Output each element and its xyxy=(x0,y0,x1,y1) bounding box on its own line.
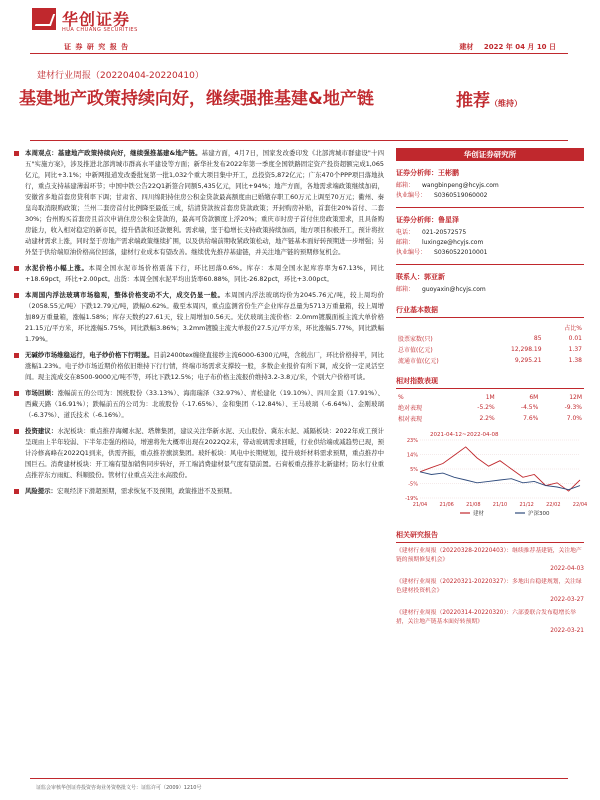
analyst-name: 证券分析师：王彬鹏 xyxy=(396,169,459,177)
cert-label: 执业编号： xyxy=(396,192,427,199)
brand-name-en: HUA CHUANG SECURITIES xyxy=(62,27,138,33)
analyst-cert: S0360522010001 xyxy=(434,249,488,256)
analyst-email-row xyxy=(396,238,584,248)
chart-y-tick-label: -5% xyxy=(408,481,418,488)
paragraph-glass xyxy=(14,290,384,345)
paragraph-text: 基建方面，4月7日，国家发改委印发《北部湾城市群建设"十四五"实施方案》，涉及推进北部湾城市群高水平建设等方面；新华社发布2022年第一季度全国铁路固定资产投资超额完成1,065亿元，同比+3.1%；中新网报道发改委批复第一批1,032个重大项目集中开工，总投资5,872亿元；广东470个PPP项目落地执行，重点支持基建薄弱环节；中国中铁公告22Q1新签合同额5,435亿元，同比+94%；地产方面，各地需求端政策继续加码，安徽省多地首套房贷利率下调；甘肃省、四川绵阳持住房公积金贷款最高额度由已婚缴存职工60万元上调至70万元；衢州、秦皇岛取消限购政策；兰州二套房首付比例降至最低三成，结清贷款按首套房贷款政策；开封购房补贴，首套住20%首付、二套30%；台州购买首套房且首次申请住房公积金贷款的，最高可贷款额度上浮20%；重庆市时房子首付住房政策需求，且具备购房能力，收入相对稳定的新市民，提升借款和还款便利。需求端，坚于稳增长支持政策持续加码，地方项目积极开工，预计将拉动建材需求上涨，同时坚于房地产需求端政策继续扩围，以及供给端前期收紧政策松动，地产链基本面好转预期进一步增强；另外坚于供给端原油价格高位回落，建材行业成本有望改善。继续优先推荐基建链，并关注地产链的预期修复机会。 xyxy=(25,149,384,256)
paragraph-text: 涨幅前五的公司为：国统股份（33.13%）、海南瑞泽（32.97%）、青松建化（19.10%）、四川金顶（17.91%）、西藏天路（16.91%）；跌幅前五的公司为：北玻股份（-17.65%）、金和集团（-12.84%）、王马玻璃（-6.64%）、金刚玻璃（-6.37%）、道氏技术（-6.16%）。 xyxy=(25,389,385,419)
table-cell: -5.2% xyxy=(477,404,495,411)
paragraph-lead: 市场回顾： xyxy=(25,389,58,397)
chart-legend-label: 沪深300 xyxy=(528,511,550,517)
chart-legend-label: 建材 xyxy=(473,511,485,517)
table-cell: 1M xyxy=(485,394,495,401)
chart-series-line-hs300 xyxy=(420,472,580,490)
basics-divider xyxy=(396,317,584,318)
related-report-date: 2022-03-27 xyxy=(550,597,584,603)
paragraph-lead: 无碱纱市场维稳运行，电子纱价格下行明显。 xyxy=(25,351,154,359)
table-cell: 绝对表现 xyxy=(398,405,423,412)
contact-email-row xyxy=(396,285,584,295)
analyst-email[interactable]: wangbinpeng@hcyjs.com xyxy=(422,182,499,189)
chart-y-tick-label: 23% xyxy=(406,438,418,444)
email-label: 邮箱： xyxy=(396,239,415,246)
chart-x-tick-label: 21/04 xyxy=(412,502,428,508)
footer-license: 证监会审核华创证券投资咨询业务资格批文号：证监许可（2009）1210号 xyxy=(36,785,202,791)
table-header-row xyxy=(396,393,584,402)
chart-x-tick-label: 21/10 xyxy=(492,502,508,508)
table-cell: 2.2% xyxy=(479,415,495,422)
table-cell: 总市值(亿元) xyxy=(398,347,433,354)
analyst-tel: 021-20572575 xyxy=(422,229,467,236)
table-row xyxy=(396,355,584,366)
related-divider xyxy=(396,542,584,543)
analyst-name: 证券分析师：鲁星泽 xyxy=(396,216,459,224)
paragraph-text: 水泥板块：重点推荐海螺水泥、塔牌集团，建议关注华新水泥、天山股份、冀东水泥、减隔板块：2022年成工预计呈现由上半年较弱、下半年走强的格局，增速将先大概率出现在2022Q2末，带动玻璃需求回暖，行业供给端或减趋势已现，预计冷修高峰在2022Q1到来，供需齐振，重点推荐旗滨集团。玻纤板块：风电中长期规划，提升玻纤材料需求预期，重点推荐中国巨石。消费建材板块：开工端有望加销售同步转好，开工端消费建材景气度有望前置。石膏板重点推荐北新建材；防水行业重点推荐东方雨虹、科顺股份。管材行业重点关注永高股份。 xyxy=(25,427,385,479)
table-cell: % xyxy=(398,394,404,401)
basics-title: 行业基本数据 xyxy=(396,306,438,314)
table-cell: 0.01 xyxy=(568,335,582,342)
tel-label: 电话： xyxy=(396,229,415,236)
paragraph-risk xyxy=(14,486,384,497)
paragraph-market-review xyxy=(14,388,384,421)
header-divider xyxy=(30,53,568,54)
table-cell: 7.6% xyxy=(523,415,539,422)
paragraph-cement xyxy=(14,263,384,285)
related-report-date: 2022-04-03 xyxy=(550,566,584,572)
industry-label: 建材 xyxy=(459,43,474,51)
table-row xyxy=(396,344,584,355)
rating-label: 推荐 xyxy=(456,91,490,111)
contact-email[interactable]: guoyaxin@hcyjs.com xyxy=(422,286,486,293)
brand-name: 华创证券 xyxy=(62,10,131,29)
table-cell: 6M xyxy=(529,394,539,401)
analyst-card xyxy=(396,215,584,258)
analyst-cert-row xyxy=(396,191,584,201)
table-cell: -4.5% xyxy=(520,404,539,411)
table-row xyxy=(396,333,584,344)
table-cell: 1.37 xyxy=(568,346,582,353)
paragraph-lead: 投资建议： xyxy=(25,427,58,435)
report-subtitle: 建材行业周报（20220404-20220410） xyxy=(37,71,204,81)
table-cell: 85 xyxy=(533,335,542,342)
contact-name: 联系人：郭亚新 xyxy=(396,273,445,281)
table-cell: 1.38 xyxy=(568,357,582,364)
cert-label: 执业编号： xyxy=(396,249,427,256)
report-type: 证 券 研 究 报 告 xyxy=(64,43,130,51)
chart-x-tick-label: 22/02 xyxy=(546,502,561,508)
report-title: 基建地产政策持续向好，继续强推基建&地产链 xyxy=(19,89,374,109)
analyst-email[interactable]: luxingze@hcyjs.com xyxy=(422,239,484,246)
table-cell: 9,295.21 xyxy=(514,357,542,364)
chart-x-tick-label: 21/12 xyxy=(519,502,534,508)
performance-chart xyxy=(396,428,588,520)
table-row xyxy=(396,413,584,424)
table-cell: 12,298.19 xyxy=(511,346,542,353)
chart-range-label: 2021-04-12~2022-04-08 xyxy=(430,432,499,438)
rating xyxy=(456,86,522,111)
chart-x-tick-label: 22/04 xyxy=(572,502,588,508)
chart-y-tick-label: -19% xyxy=(405,496,418,502)
paragraph-lead: 水泥价格小幅上涨。 xyxy=(25,264,89,272)
analyst-card xyxy=(396,168,584,201)
title-divider xyxy=(30,140,568,141)
basics-table xyxy=(396,322,584,366)
table-cell: 12M xyxy=(569,394,582,401)
table-row xyxy=(396,402,584,413)
analyst-cert-row xyxy=(396,248,584,258)
report-header xyxy=(0,0,600,64)
table-cell: 7.0% xyxy=(566,415,582,422)
table-cell: 流通市值(亿元) xyxy=(398,358,439,365)
chart-y-tick-label: 5% xyxy=(410,467,418,473)
related-report-date: 2022-03-21 xyxy=(550,628,584,634)
report-date: 2022 年 04 月 10 日 xyxy=(483,43,556,51)
performance-chart-svg xyxy=(396,428,588,520)
perf-table xyxy=(396,393,584,424)
paragraph-text: 目前2400tex缠绕直接纱主流6000-6300元/吨，含税出厂，环比价格持平，同比涨幅1.23%。电子纱市场近期价格依旧维持下行行情，终端市场需求支撑较一般，多数企业报价有所下调，成交价一定灵活空间。现主流成交在8500-9000元/吨不等，环比下跌12.5%；电子布价格主流报价维持3.2-3.8元/米，个别大户价格可谈。 xyxy=(25,351,385,381)
hcs-logo-icon xyxy=(32,8,56,30)
chart-x-tick-label: 21/06 xyxy=(439,502,454,508)
paragraph-lead: 本周国内浮法玻璃市场稳观，整体价格变动不大，成交仍显一般。 xyxy=(25,291,225,299)
table-cell: 占比% xyxy=(564,325,582,332)
industry-date xyxy=(451,42,556,52)
table-cell: -9.3% xyxy=(564,404,582,411)
table-cell: 相对表现 xyxy=(398,416,423,423)
institute-banner: 华创证券研究所 xyxy=(396,148,584,161)
paragraph-text: 宏观经济下滑超预期，需求恢复不及预期，政策推进不及预期。 xyxy=(56,487,236,495)
related-report-link[interactable]: 《建材行业周报（20220328-20220403）：继续推荐基建链，关注地产链的预期修复机会》 xyxy=(396,548,582,563)
table-cell xyxy=(479,322,543,333)
related-report-link[interactable]: 《建材行业周报（20220314-20220320）：六部委联合发布稳增长举措，关注地产链基本面好转预期》 xyxy=(396,610,576,625)
analyst-tel-row xyxy=(396,228,584,238)
chart-x-tick-label: 21/08 xyxy=(466,502,481,508)
table-cell xyxy=(396,322,479,333)
related-list xyxy=(396,547,584,636)
contact-card xyxy=(396,272,584,295)
related-report-link[interactable]: 《建材行业周报（20220321-20220327）：多地出台稳建规划，关注绿色建材投资机会》 xyxy=(396,579,582,594)
paragraph-lead: 本周观点：基建地产政策持续向好，继续强推基建&地产链。 xyxy=(25,149,202,157)
perf-divider xyxy=(396,388,584,389)
table-cell: 股票家数(只) xyxy=(398,336,433,343)
analyst-divider xyxy=(396,264,584,265)
analyst-email-row xyxy=(396,181,584,191)
perf-title: 相对指数表现 xyxy=(396,377,438,385)
paragraph-investment xyxy=(14,426,384,481)
chart-y-tick-label: 14% xyxy=(406,452,418,459)
email-label: 邮箱： xyxy=(396,182,415,189)
paragraph-text: 本周全国水泥市场价格震荡下行，环比回落0.6%。库存：本周全国水泥库容率为67.13%，同比+18.69pct，环比+2.00pct。出货：本周全国水泥平均出货率60.88%，同比-26.82pct，环比+3.00pct。 xyxy=(25,264,384,283)
footer-divider xyxy=(30,778,568,779)
paragraph-weekly-view xyxy=(14,148,384,258)
sidebar xyxy=(396,148,588,636)
analyst-cert: S0360519060002 xyxy=(434,192,488,199)
analyst-divider xyxy=(396,207,584,208)
rating-sub: （维持） xyxy=(490,99,522,108)
main-body xyxy=(14,148,384,502)
email-label: 邮箱： xyxy=(396,286,415,293)
table-header-row xyxy=(396,322,584,333)
paragraph-fiberglass xyxy=(14,350,384,383)
paragraph-text: 本周国内浮法玻璃均价为2045.76元/吨，较上周均价（2058.55元/吨）下跌12.79元/吨，跌幅0.62%。截至本周四，重点监测省份生产企业库存总量为5713万重量箱，较上周增加89万重量箱，涨幅1.58%；库存天数约27.61天，较上周增加0.56天。光伏玻璃主流价格：2.0mm镀膜面板主流大单价格21.15元/平方米，环比涨幅5.75%，同比跌幅3.86%；3.2mm镀膜主流大单报价27.5元/平方米，环比涨幅5.77%，同比跌幅1.79%。 xyxy=(25,291,384,343)
related-title: 相关研究报告 xyxy=(396,531,438,539)
paragraph-lead: 风险提示： xyxy=(25,487,57,495)
